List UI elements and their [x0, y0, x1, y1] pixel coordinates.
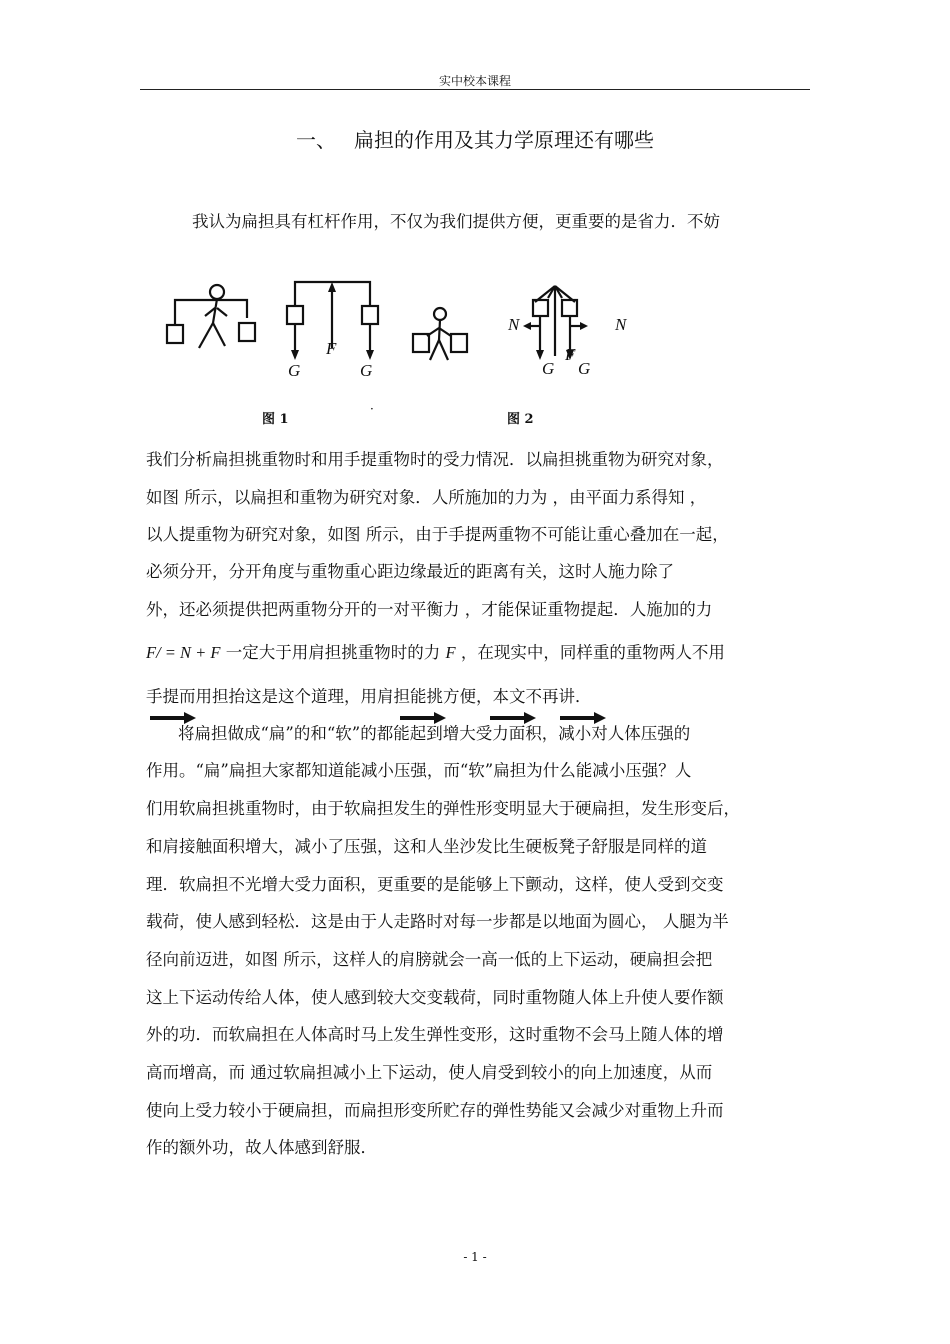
fig1-label-F: F — [326, 339, 337, 358]
section-title-text: 扁担的作用及其力学原理还有哪些 — [354, 128, 654, 152]
paragraph1-line-2: 如图 所示，以扁担和重物为研究对象．人所施加的力为 ，由平面力系得知 ， — [146, 488, 707, 507]
section-title — [0, 124, 950, 153]
formula-var-F: F — [445, 643, 456, 662]
fig2-label-G-right: G — [578, 359, 591, 378]
formula-text-a: 一定大于用肩担挑重物时的力 — [220, 643, 446, 662]
force-formula: F/ = N + F — [146, 643, 221, 662]
header-rule — [140, 89, 810, 90]
paragraph2-line-7: 径向前迈进，如图 所示，这样人的肩膀就会一高一低的上下运动，硬扁担会把 — [146, 950, 713, 969]
paragraph1-line-3: 以人提重物为研究对象，如图 所示，由于手提两重物不可能让重心叠加在一起， — [146, 525, 729, 544]
fig2-label-F: F — [565, 345, 576, 364]
paragraph2-line-9: 外的功．而软扁担在人体高时马上发生弹性变形，这时重物不会马上随人体的增 — [146, 1025, 724, 1044]
fig2-label-N-right: N — [615, 315, 627, 334]
paragraph1-line-5: 外，还必须提供把两重物分开的一对平衡力 ，才能保证重物提起．人施加的力 — [146, 600, 713, 619]
paragraph2-line-2: 作用。“扁”扁担大家都知道能减小压强，而“软”扁担为什么能减小压强？人 — [146, 761, 692, 780]
paragraph1-line-1: 我们分析扁担挑重物时和用手提重物时的受力情况．以扁担挑重物为研究对象， — [146, 450, 724, 469]
paragraph2-line-8: 这上下运动传给人体，使人感到较大交变载荷，同时重物随人体上升使人要作额 — [146, 988, 724, 1007]
fig2-label-G-left: G — [542, 359, 555, 378]
paragraph2-line-4: 和肩接触面积增大，减小了压强，这和人坐沙发比生硬板凳子舒服是同样的道 — [146, 837, 707, 856]
figure-2-caption: 图 2 — [507, 412, 534, 427]
paragraph1-line-end: 手提而用担抬这是这个道理，用肩担能挑方便，本文不再讲． — [146, 687, 592, 706]
paragraph2-line-5: 理．软扁担不光增大受力面积，更重要的是能够上下颤动，这样，使人受到交变 — [146, 875, 724, 894]
fig1-label-G-left: G — [288, 361, 301, 380]
figure-dot: · — [370, 402, 374, 416]
fig2-person-hands — [413, 308, 467, 360]
fig1-person-yoke — [167, 285, 255, 348]
fig1-label-G-right: G — [360, 361, 373, 380]
paragraph2-line-11: 使向上受力较小于硬扁担，而扁担形变所贮存的弹性势能又会减少对重物上升而 — [146, 1101, 724, 1120]
paragraph2-line-1: 将扁担做成“扁”的和“软”的都能起到增大受力面积，减小对人体压强的 — [178, 724, 691, 743]
section-number: 一、 — [296, 128, 336, 152]
paragraph2-line-12: 作的额外功，故人体感到舒服． — [146, 1138, 377, 1157]
formula-line — [146, 639, 725, 663]
paragraph1-line-4: 必须分开，分开角度与重物重心距边缘最近的距离有关，这时人施力除了 — [146, 562, 674, 581]
figure-diagrams — [155, 278, 645, 396]
intro-paragraph: 我认为扁担具有杠杆作用，不仅为我们提供方便，更重要的是省力．不妨 — [192, 212, 720, 231]
page-header: 实中校本课程 — [438, 74, 511, 88]
page-number: - 1 - — [463, 1250, 487, 1264]
paragraph2-line-6: 载荷，使人感到轻松．这是由于人走路时对每一步都是以地面为圆心， 人腿为半 — [146, 912, 729, 931]
formula-text-b: ，在现实中，同样重的重物两人不用 — [455, 643, 725, 662]
paragraph2-line-3: 们用软扁担挑重物时，由于软扁担发生的弹性形变明显大于硬扁担，发生形变后， — [146, 799, 740, 818]
fig2-label-N-left: N — [508, 315, 520, 334]
paragraph2-line-10: 高而增高，而 通过软扁担减小上下运动，使人肩受到较小的向上加速度，从而 — [146, 1063, 713, 1082]
figure-1-caption: 图 1 — [262, 412, 289, 427]
